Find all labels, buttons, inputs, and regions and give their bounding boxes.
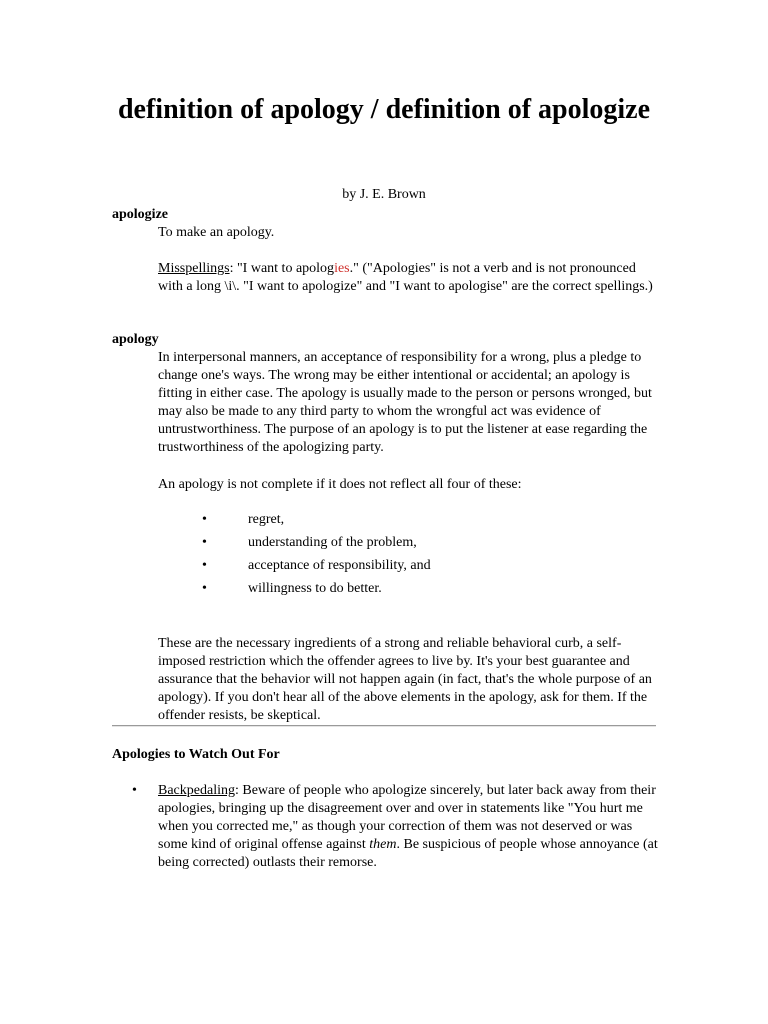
bullet-icon: • (202, 535, 207, 550)
list-item-text: understanding of the problem, (248, 535, 417, 550)
apology-elements-intro: An apology is not complete if it does not reflect all four of these: (158, 477, 522, 492)
list-item (200, 511, 431, 534)
misspellings-text-pre: : "I want to apolog (229, 261, 335, 276)
item-text-emphasis: them (369, 837, 397, 852)
list-item-text: willingness to do better. (248, 581, 382, 596)
item-label: Backpedaling (158, 783, 235, 798)
watch-out-list (112, 782, 658, 872)
misspellings-text-post: ." ("Apologies" is not a verb and is not pronounced with a long \i\. "I want to apologize" and "I want to apologise" are the correct spellings.) (158, 261, 653, 294)
bullet-icon: • (132, 783, 137, 798)
item-text-post: . Be suspicious of people whose annoyance (at being corrected) outlasts their remorse. (158, 837, 658, 870)
list-item-text: acceptance of responsibility, and (248, 558, 431, 573)
term-apology: apology (112, 332, 159, 347)
list-item (200, 557, 431, 580)
page-title: definition of apology / definition of apologize (117, 94, 651, 125)
misspellings-label: Misspellings (158, 261, 230, 276)
apology-elements-list (200, 511, 431, 603)
list-item (200, 580, 431, 603)
definition-apologize: To make an apology. (158, 225, 275, 240)
horizontal-divider (112, 725, 656, 727)
item-text-pre: : Beware of people who apologize sincerely, but later back away from their apologies, bringing up the disagreement over and over in statements like "You hurt me when you corrected me," as though your correction of them was not deserved or was some kind of original offense against (158, 783, 656, 852)
apology-closing-paragraph: These are the necessary ingredients of a strong and reliable behavioral curb, a self-imposed restriction which the offender agrees to live by. It's your best guarantee and assurance that the behavior will not happen again (in fact, that's the whole purpose of an apology). If you don't hear all of the above elements in the apology, ask for them. If the offender resists, be skeptical. (158, 636, 652, 723)
bullet-icon: • (202, 581, 207, 596)
byline: by J. E. Brown (342, 187, 426, 202)
list-item (112, 782, 658, 872)
list-item (200, 534, 431, 557)
bullet-icon: • (202, 558, 207, 573)
term-apologize: apologize (112, 207, 168, 222)
section-heading: Apologies to Watch Out For (112, 747, 280, 762)
bullet-icon: • (202, 512, 207, 527)
misspellings-note (158, 260, 658, 296)
misspelling-highlight: ies (334, 261, 350, 276)
list-item-text: regret, (248, 512, 285, 527)
definition-apology: In interpersonal manners, an acceptance of responsibility for a wrong, plus a pledge to change one's ways. The wrong may be either intentional or accidental; an apology is fitting in either case. The apology is usually made to the person or persons wronged, but may also be made to any third party to whom the wrongful act was evidence of untrustworthiness. The purpose of an apology is to put the listener at ease regarding the trustworthiness of the apologizing party. (158, 350, 652, 455)
